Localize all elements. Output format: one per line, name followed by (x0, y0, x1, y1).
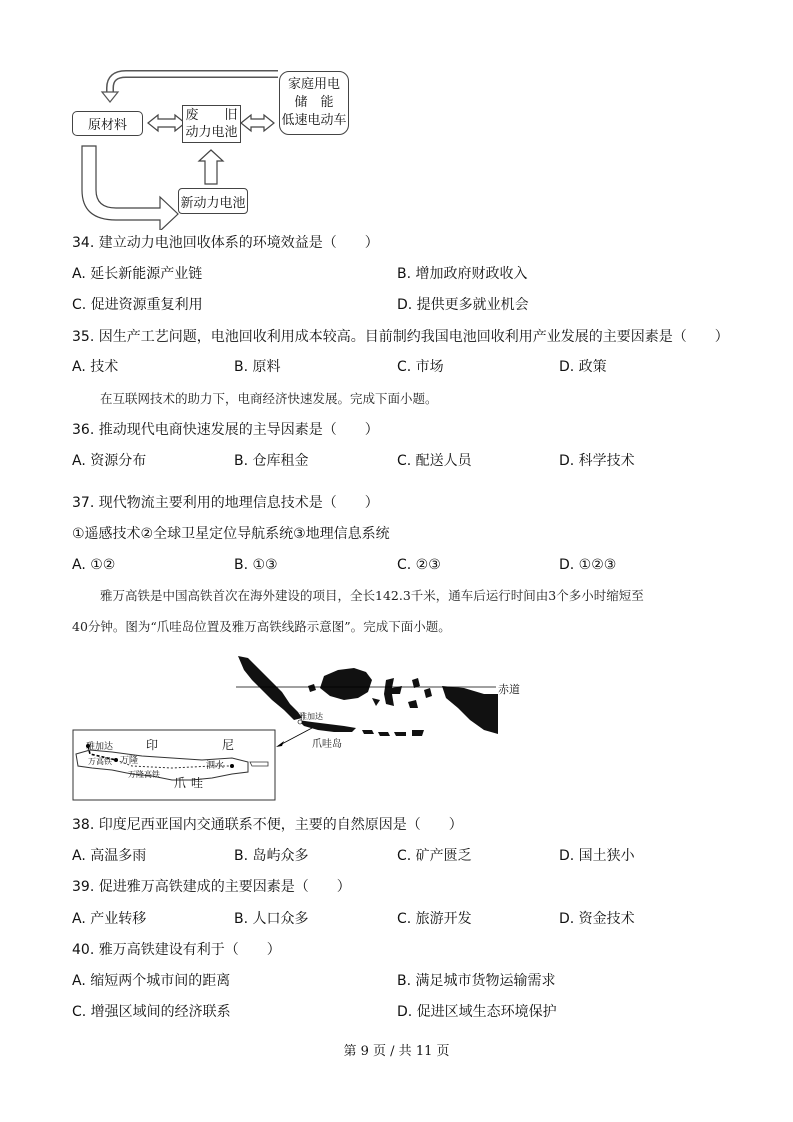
inset-rail1-label: 万高铁 (88, 757, 112, 766)
intro-ecommerce: 在互联网技术的助力下，电商经济快速发展。完成下面小题。 (100, 391, 438, 406)
question-36-stem: 36. 推动现代电商快速发展的主导因素是（ ） (72, 422, 379, 438)
new-battery-box: 新动力电池 (178, 188, 248, 214)
inset-wanlong-label: 万隆 (120, 756, 139, 766)
old-battery-line2: 动力电池 (185, 125, 238, 140)
sulawesi-island (384, 678, 402, 706)
q39-option-a[interactable]: A. 产业转移 (72, 911, 147, 927)
papua-island (442, 686, 498, 734)
q38-option-c[interactable]: C. 矿产匮乏 (397, 848, 472, 864)
q38-option-b[interactable]: B. 岛屿众多 (234, 848, 309, 864)
java-label: 爪哇岛 (312, 739, 342, 750)
intro-rail-line1: 雅万高铁是中国高铁首次在海外建设的项目，全长142.3千米，通车后运行时间由3个多小时缩短至 (100, 588, 644, 603)
question-37-stem: 37. 现代物流主要利用的地理信息技术是（ ） (72, 495, 379, 511)
q34-option-c[interactable]: C. 促进资源重复利用 (72, 297, 203, 313)
q38-option-d[interactable]: D. 国土狭小 (559, 848, 635, 864)
inset-zhua-label: 爪 (174, 776, 187, 790)
question-39-stem: 39. 促进雅万高铁建成的主要因素是（ ） (72, 879, 351, 895)
inset-ni-label: 尼 (222, 738, 235, 752)
question-40-stem: 40. 雅万高铁建设有利于（ ） (72, 942, 281, 958)
q34-option-b[interactable]: B. 增加政府财政收入 (397, 266, 528, 282)
inset-yin-label: 印 (146, 738, 159, 752)
equator-label: 赤道 (498, 683, 520, 696)
q37-option-c[interactable]: C. ②③ (397, 557, 441, 573)
q34-option-d[interactable]: D. 提供更多就业机会 (397, 297, 529, 313)
java-pointer-line (278, 728, 312, 746)
q39-option-d[interactable]: D. 资金技术 (559, 911, 635, 927)
q35-option-d[interactable]: D. 政策 (559, 359, 607, 375)
q37-extra: ①遥感技术②全球卫星定位导航系统③地理信息系统 (72, 526, 390, 542)
old-battery-line1: 废 旧 (185, 108, 238, 123)
q35-option-c[interactable]: C. 市场 (397, 359, 444, 375)
q35-option-a[interactable]: A. 技术 (72, 359, 119, 375)
sumatra-island (238, 656, 302, 720)
q40-option-b[interactable]: B. 满足城市货物运输需求 (397, 973, 556, 989)
q37-option-b[interactable]: B. ①③ (234, 557, 278, 573)
old-battery-box (182, 105, 241, 143)
inset-jakarta-label: 雅加达 (86, 742, 114, 752)
raw-material-box: 原材料 (72, 111, 143, 136)
q34-option-a[interactable]: A. 延长新能源产业链 (72, 266, 203, 282)
jakarta-label-small: 雅加达 (299, 712, 323, 721)
question-34-stem: 34. 建立动力电池回收体系的环境效益是（ ） (72, 235, 379, 251)
q36-option-b[interactable]: B. 仓库租金 (234, 453, 309, 469)
q39-option-c[interactable]: C. 旅游开发 (397, 911, 472, 927)
q35-option-b[interactable]: B. 原料 (234, 359, 281, 375)
q36-option-d[interactable]: D. 科学技术 (559, 453, 635, 469)
q37-option-d[interactable]: D. ①②③ (559, 557, 617, 573)
inset-rail2-label: 万隆高铁 (128, 770, 160, 779)
page-footer: 第 9 页 / 共 11 页 (343, 1044, 450, 1059)
q37-option-a[interactable]: A. ①② (72, 557, 116, 573)
intro-rail-line2: 40分钟。图为“爪哇岛位置及雅万高铁线路示意图”。完成下面小题。 (72, 619, 451, 634)
question-35-stem: 35. 因生产工艺问题，电池回收利用成本较高。目前制约我国电池回收利用产业发展的主要因素是（ ） (72, 329, 729, 345)
inset-surabaya-label: 泗水 (206, 761, 225, 771)
home-storage-box (279, 71, 349, 135)
q40-option-d[interactable]: D. 促进区域生态环境保护 (397, 1004, 557, 1020)
home-line2: 储 能 (294, 95, 334, 110)
inset-wa-label: 哇 (191, 776, 204, 790)
borneo-island (320, 668, 372, 700)
home-line3: 低速电动车 (281, 113, 347, 128)
q39-option-b[interactable]: B. 人口众多 (234, 911, 309, 927)
q38-option-a[interactable]: A. 高温多雨 (72, 848, 147, 864)
q40-option-a[interactable]: A. 缩短两个城市间的距离 (72, 973, 231, 989)
q36-option-a[interactable]: A. 资源分布 (72, 453, 147, 469)
q40-option-c[interactable]: C. 增强区域间的经济联系 (72, 1004, 231, 1020)
home-line1: 家庭用电 (287, 77, 340, 92)
question-38-stem: 38. 印度尼西亚国内交通联系不便，主要的自然原因是（ ） (72, 817, 463, 833)
q36-option-c[interactable]: C. 配送人员 (397, 453, 472, 469)
madura-outline (250, 762, 268, 766)
